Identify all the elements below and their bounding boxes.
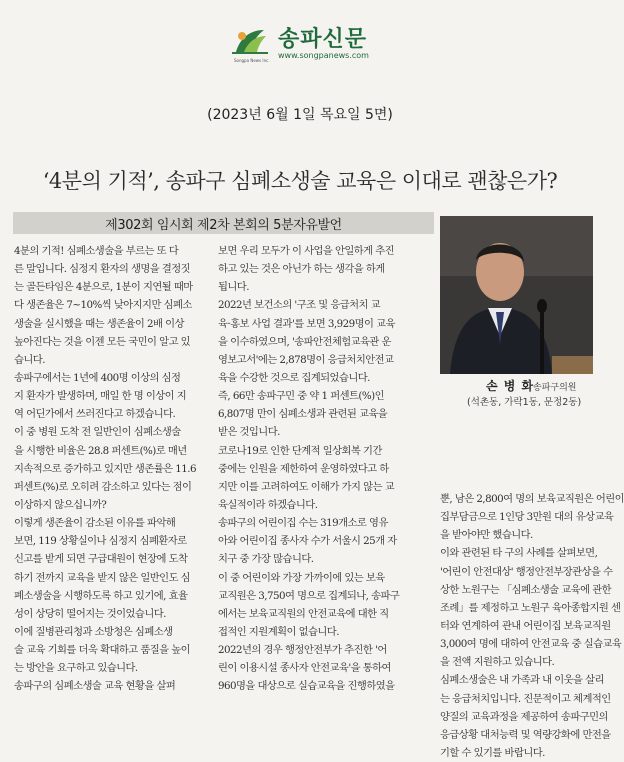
article-line: 960명을 대상으로 실습교육을 진행하였을 [218, 680, 395, 693]
article-line: 성이 상당히 떨어지는 것이었습니다. [14, 607, 166, 620]
article-line: 영보고서'에는 2,878명이 응급처치안전교 [218, 353, 394, 366]
author-photo [440, 216, 593, 374]
author-district: (석촌동, 가락1동, 문정2동) [467, 397, 582, 408]
headline: ‘4분의 기적’, 송파구 심폐소생술 교육은 이대로 괜찮은가? [42, 169, 558, 193]
article-line: 폐소생술을 시행하도록 하고 있기에, 효율 [14, 589, 188, 602]
subheadline: 제302회 임시회 제2차 본회의 5분자유발언 [105, 217, 342, 233]
masthead [230, 20, 400, 68]
article-line: 역 어딘가에서 쓰러진다고 하겠습니다. [14, 408, 176, 421]
author-title: 송파구의원 [533, 383, 577, 393]
article-line: 3,000여 명에 대하여 안전교육 중 실습교육 [440, 638, 622, 651]
article-line: 른 말입니다. 심정지 환자의 생명을 결정짓 [14, 263, 191, 276]
article-line: 보면, 119 상황실이나 심정지 심폐환자로 [14, 535, 187, 548]
newspaper-logo-icon [230, 24, 270, 58]
article-line: 접적인 지원계획이 없습니다. [218, 625, 339, 638]
article-line: 상한 노원구는 「심폐소생술 교육에 관한 [440, 583, 611, 596]
article-line: 송파구의 심폐소생술 교육 현황을 살펴 [14, 680, 176, 693]
article-line: 을 받아야만 했습니다. [440, 529, 533, 542]
article-line: 보면 우리 모두가 이 사업을 안일하게 추진 [218, 245, 395, 257]
article-line: 조례」를 제정하고 노원구 육아종합지원 센 [440, 601, 621, 614]
article-line: 이와 관련된 타 구의 사례를 살펴보면, [440, 547, 598, 560]
article-line: 지만 이를 고려하여도 이해가 가지 않는 교 [218, 480, 395, 493]
article-line: 중에는 인원을 제한하여 운영하였다고 하 [218, 462, 389, 475]
article-line: 양질의 교육과정을 제공하여 송파구민의 [440, 710, 608, 723]
article-line: 아와 어린이집 종사자 수가 서울시 25개 자 [218, 535, 397, 548]
article-line: 육을 수강한 것으로 집계되었습니다. [218, 371, 370, 384]
article-line: 지속적으로 증가하고 있지만 생존률은 11.6 [14, 462, 196, 475]
subheadline-bar [13, 212, 434, 234]
article-line: 뿐, 남은 2,800여 명의 보육교직원은 어린이 [440, 493, 624, 505]
article-line: 기할 수 있기를 바랍니다. [440, 746, 545, 759]
article-line: 을 이수하였으며, '송파안전체험교육관 운 [218, 335, 391, 348]
article-line: 송파구에서는 1년에 400명 이상의 심정 [14, 371, 181, 384]
article-line: 린이 이용시설 종사자 안전교육'을 통하여 [218, 662, 391, 675]
article-line: 2022년 보건소의 '구조 및 응급처치 교 [218, 299, 381, 312]
article-line: 터와 연계하여 관내 어린이집 보육교직원 [440, 619, 611, 632]
article-column-3 [440, 490, 624, 762]
article-line: 에서는 보육교직원의 안전교육에 대한 직 [218, 607, 389, 620]
article-line: 4분의 기적! 심폐소생술을 부르는 또 다 [14, 245, 179, 257]
article-line: 심폐소생술은 내 가족과 내 이웃을 살리 [440, 674, 604, 687]
article-line: 2022년의 경우 행정안전부가 추진한 '어 [218, 644, 387, 657]
article-line: 하기 전까지 교육을 받지 않은 일반인도 심 [14, 571, 191, 584]
article-line: 생술을 실시했을 때는 생존율이 2배 이상 [14, 317, 184, 330]
article-line: 이에 질병관리청과 소방청은 심폐소생 [14, 625, 173, 638]
article-line: 교직원은 3,750여 명으로 집계되나, 송파구 [218, 589, 400, 602]
article-line: 즉, 66만 송파구민 중 약 1 퍼센트(%)인 [218, 390, 384, 403]
article-line: 육·홍보 사업 결과'를 보면 3,929명이 교육 [218, 317, 395, 330]
article-line: 응급상황 대처능력 및 역량강화에 만전을 [440, 728, 611, 741]
article-line: 퍼센트(%)로 오히려 감소하고 있다는 점이 [14, 480, 192, 493]
article-line: 이렇게 생존율이 감소된 이유를 파악해 [14, 517, 176, 530]
article-line: 집부담금으로 1인당 3만원 대의 유상교육 [440, 511, 614, 524]
article-line: 다 생존율은 7~10%씩 낮아지지만 심폐소 [14, 299, 192, 312]
article-line: 치구 중 가장 많습니다. [218, 553, 314, 566]
article-line: 습니다. [14, 353, 45, 366]
article-line: 지 환자가 발생하며, 매일 한 명 이상이 지 [14, 390, 187, 403]
article-line: 술 교육 기회를 더욱 확대하고 품질을 높이 [14, 644, 191, 657]
masthead-tagline: Songpa News Inc. [234, 58, 270, 63]
article-column-2 [218, 242, 430, 696]
article-line: '어린이 안전대상' 행정안전부장관상을 수 [440, 565, 613, 578]
article-line: 는 방안을 요구하고 있습니다. [14, 662, 138, 675]
article-line: 육실적이라 하겠습니다. [218, 498, 318, 511]
masthead-url: www.songpanews.com [278, 51, 369, 60]
article-line: 송파구의 어린이집 수는 319개소로 영유 [218, 517, 388, 530]
article-line: 는 골든타임은 4분으로, 1분이 지연될 때마 [14, 281, 193, 294]
masthead-name: 송파신문 [278, 27, 368, 52]
article-line: 신고를 받게 되면 구급대원이 현장에 도착 [14, 553, 188, 566]
article-line: 이 중 어린이와 가장 가까이에 있는 보육 [218, 571, 385, 584]
article-line: 코로나19로 인한 단계적 일상회복 기간 [218, 444, 382, 457]
article-column-1 [14, 242, 214, 696]
article-line: 높아진다는 것을 이젠 모든 국민이 알고 있 [14, 335, 191, 348]
article-line: 이 중 병원 도착 전 일반인이 심폐소생술 [14, 426, 181, 439]
author-name: 손 병 화 [486, 379, 535, 393]
article-line: 는 응급처치입니다. 진문적이고 체계적인 [440, 692, 611, 705]
article-line: 됩니다. [218, 281, 249, 294]
article-line: 받은 것입니다. [218, 426, 280, 439]
article-line: 하고 있는 것은 아닌가 하는 생각을 하게 [218, 263, 385, 276]
author-portrait-image [440, 216, 593, 374]
dateline: (2023년 6월 1일 목요일 5면) [207, 107, 393, 123]
article-line: 을 시행한 비율은 28.8 퍼센트(%)로 매년 [14, 444, 187, 457]
article-line: 을 전액 지원하고 있습니다. [440, 656, 555, 669]
article-line: 6,807명 만이 심폐소생과 관련된 교육을 [218, 408, 388, 421]
article-line: 이상하지 않으십니까? [14, 498, 107, 511]
